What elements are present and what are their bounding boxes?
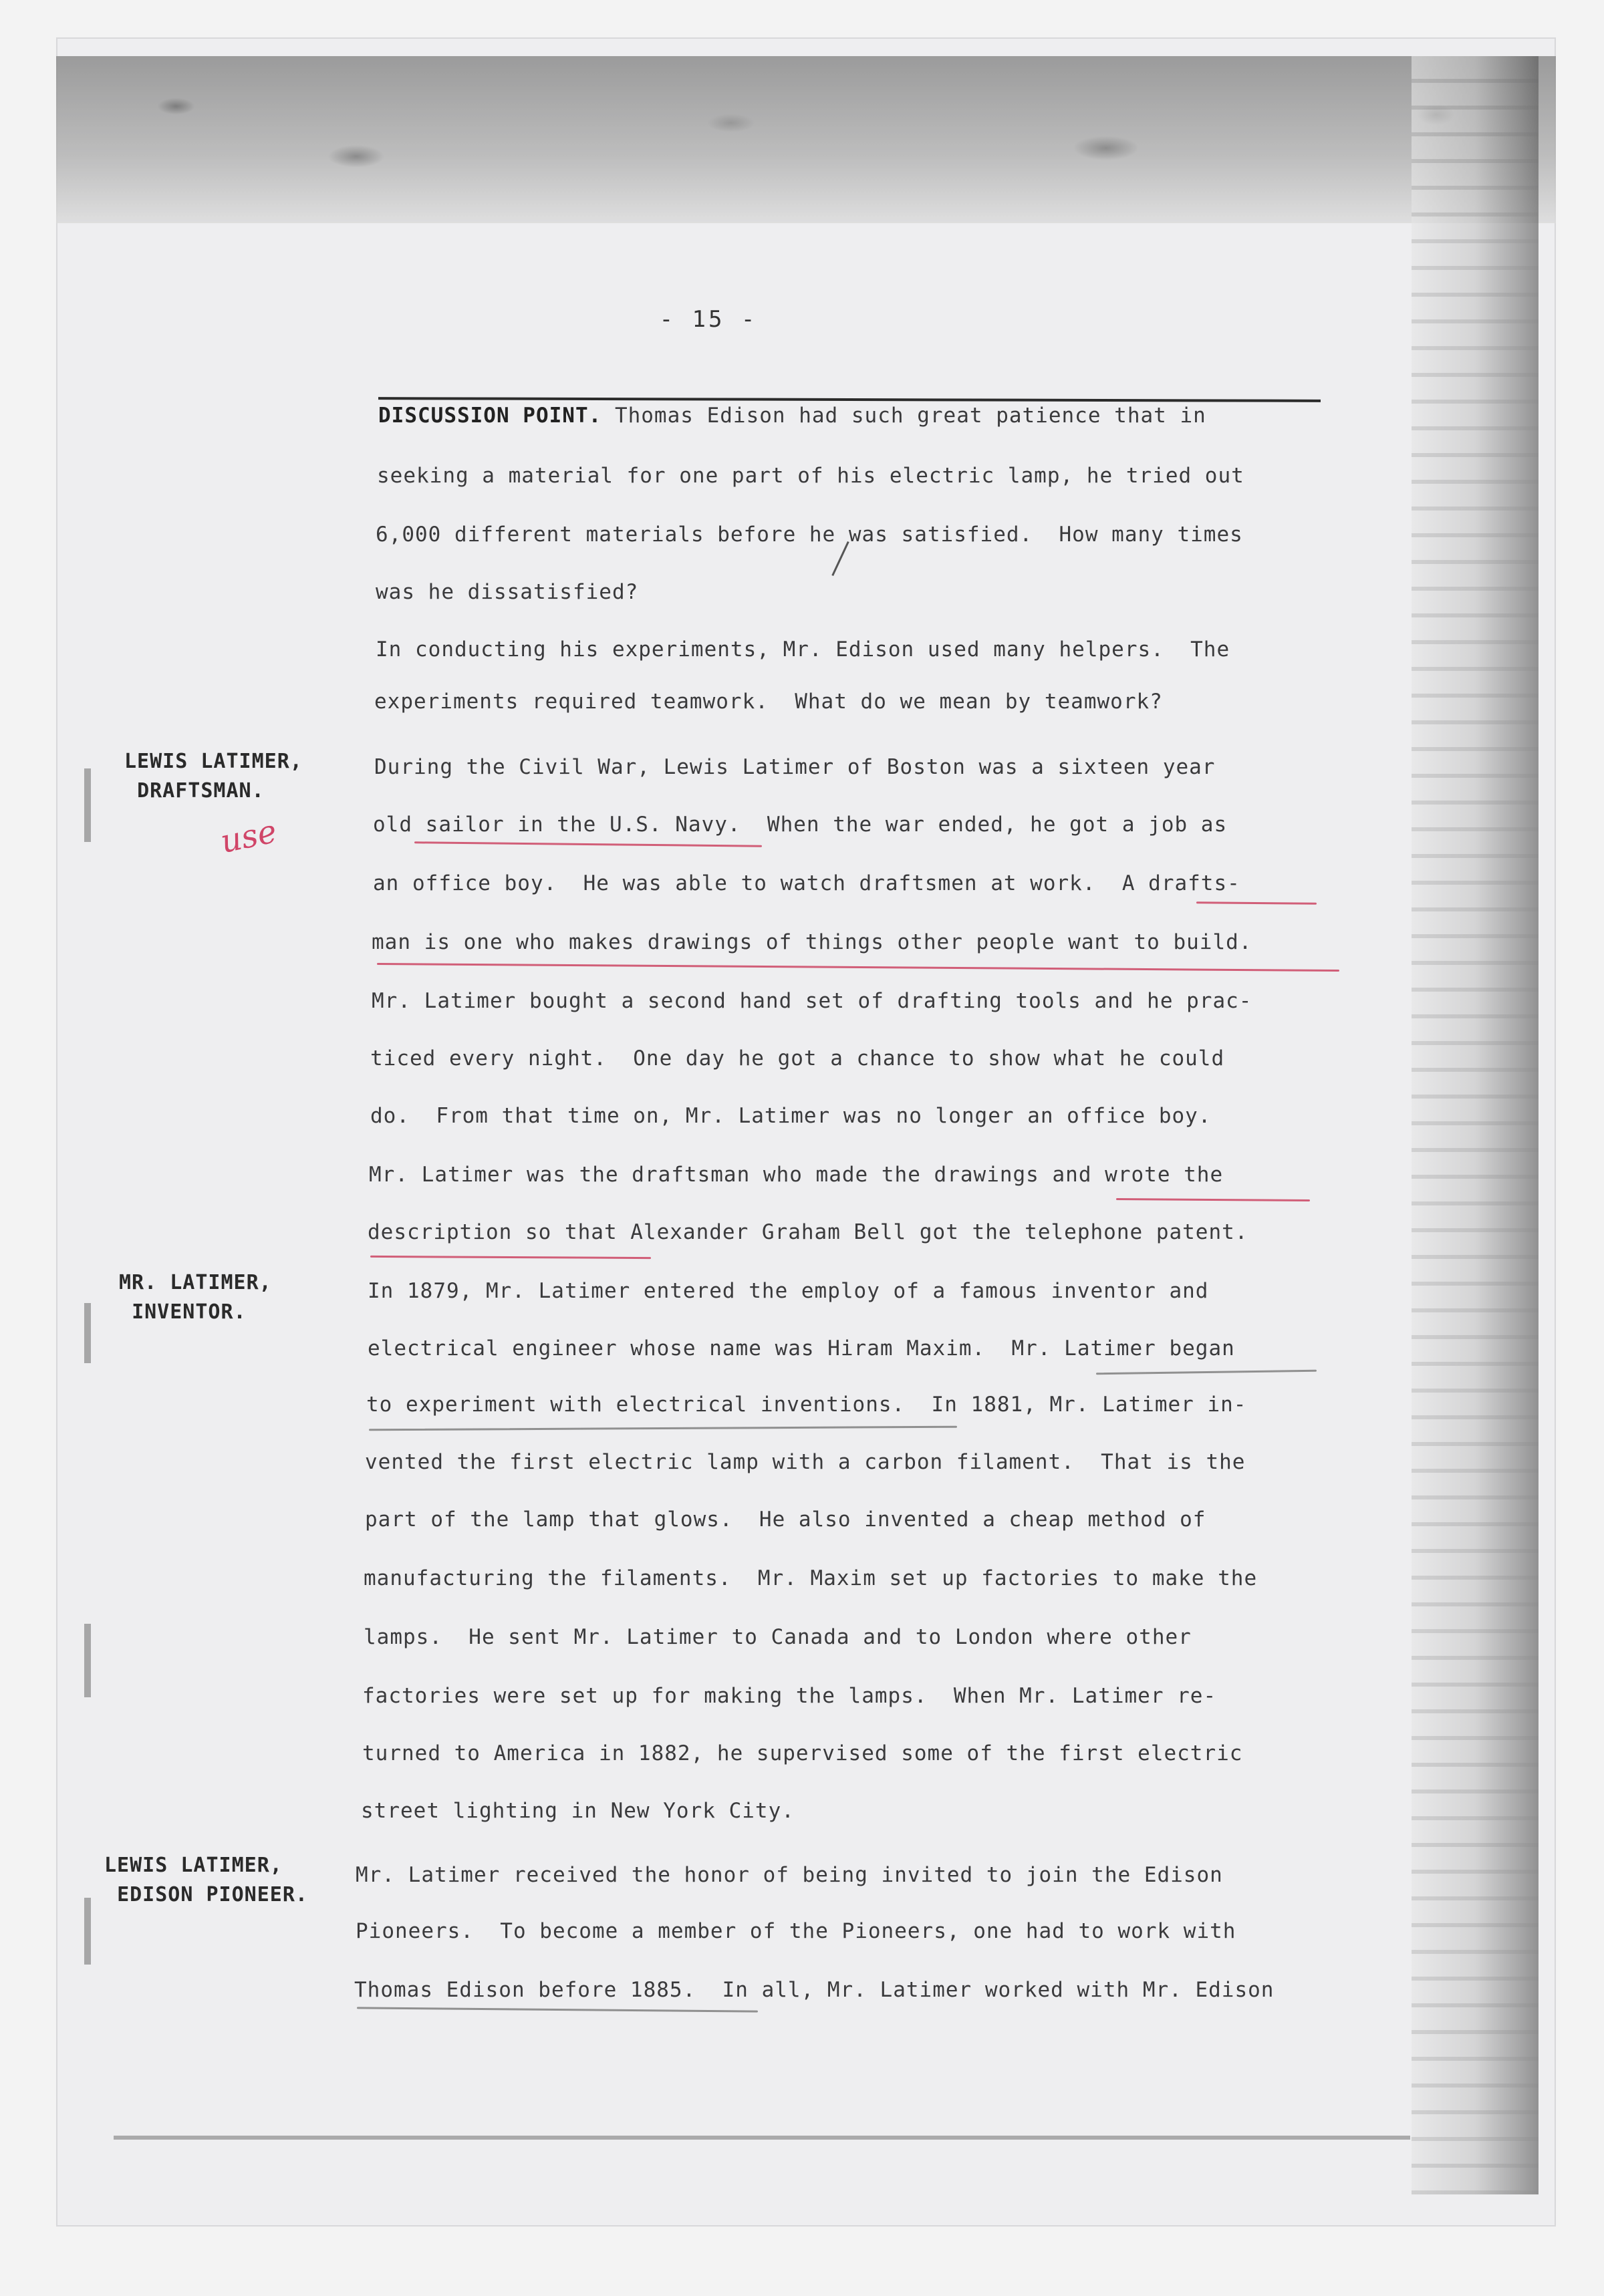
body-line: Mr. Latimer received the honor of being invited to join the Edison (356, 1863, 1223, 1887)
binding-mark (84, 1898, 91, 1965)
body-line: In conducting his experiments, Mr. Edison used many helpers. The (376, 637, 1230, 662)
binding-mark (84, 1624, 91, 1697)
body-line: an office boy. He was able to watch draftsmen at work. A drafts- (373, 871, 1240, 895)
body-line: electrical engineer whose name was Hiram Maxim. Mr. Latimer began (368, 1336, 1235, 1360)
body-line: to experiment with electrical inventions. In 1881, Mr. Latimer in- (366, 1393, 1247, 1417)
body-line: Thomas Edison before 1885. In all, Mr. Latimer worked with Mr. Edison (354, 1978, 1275, 2002)
body-line: was he dissatisfied? (376, 580, 639, 604)
body-line: old sailor in the U.S. Navy. When the war ended, he got a job as (373, 813, 1228, 837)
body-line: part of the lamp that glows. He also invented a cheap method of (365, 1508, 1206, 1532)
body-line: DISCUSSION POINT. Thomas Edison had such great patience that in (378, 404, 1206, 428)
body-line: description so that Alexander Graham Bell got the telephone patent. (368, 1220, 1248, 1244)
binding-mark (84, 1303, 91, 1363)
body-line: Pioneers. To become a member of the Pioneers, one had to work with (356, 1919, 1236, 1943)
discussion-point-heading: DISCUSSION POINT. (378, 404, 602, 428)
body-line: street lighting in New York City. (361, 1799, 795, 1823)
photocopy-shadow-right (1412, 56, 1539, 2194)
body-line: turned to America in 1882, he supervised some of the first electric (362, 1741, 1243, 1765)
body-line: Mr. Latimer bought a second hand set of drafting tools and he prac- (372, 989, 1252, 1013)
body-line: Mr. Latimer was the draftsman who made the drawings and wrote the (369, 1163, 1224, 1187)
body-line: experiments required teamwork. What do we mean by teamwork? (374, 690, 1163, 714)
body-line: vented the first electric lamp with a carbon filament. That is the (365, 1450, 1246, 1474)
body-line: In 1879, Mr. Latimer entered the employ of a famous inventor and (368, 1279, 1209, 1303)
body-line: man is one who makes drawings of things other people want to build. (372, 930, 1252, 954)
body-line: do. From that time on, Mr. Latimer was no longer an office boy. (370, 1104, 1212, 1128)
body-line: ticed every night. One day he got a chance to show what he could (370, 1046, 1225, 1070)
photocopy-shadow-bottom (114, 2136, 1410, 2164)
body-line: lamps. He sent Mr. Latimer to Canada and to London where other (364, 1625, 1192, 1649)
photocopy-shadow-top (56, 56, 1556, 223)
handwritten-note: use (217, 812, 280, 861)
body-line: seeking a material for one part of his electric lamp, he tried out (377, 464, 1244, 488)
page-number: - 15 - (659, 306, 758, 333)
body-line: manufacturing the filaments. Mr. Maxim set up factories to make the (364, 1566, 1258, 1590)
binding-mark (84, 768, 91, 842)
margin-label-inventor: MR. LATIMER, INVENTOR. (119, 1271, 272, 1324)
margin-label-draftsman: LEWIS LATIMER, DRAFTSMAN. (124, 750, 303, 803)
margin-label-edison-pioneer: LEWIS LATIMER, EDISON PIONEER. (104, 1854, 308, 1906)
body-line: 6,000 different materials before he was satisfied. How many times (376, 523, 1243, 547)
body-line: factories were set up for making the lamps. When Mr. Latimer re- (362, 1684, 1217, 1708)
body-line: During the Civil War, Lewis Latimer of Boston was a sixteen year (374, 755, 1216, 779)
